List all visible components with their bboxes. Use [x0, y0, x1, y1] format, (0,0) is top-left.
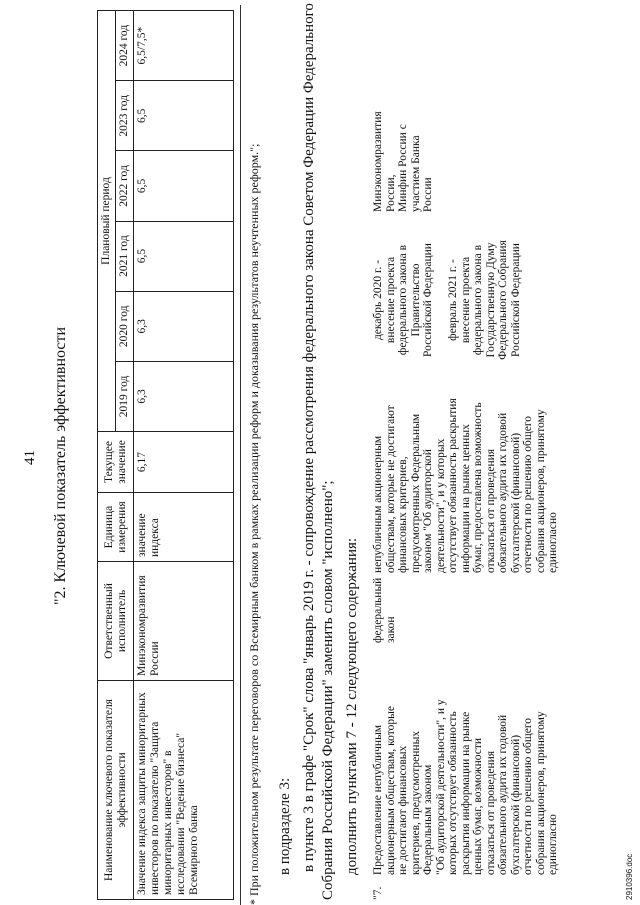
item-executors: [372, 111, 435, 212]
footnote: * При положительном результате переговоров со Всемирным банком в рамках реализации реформ и доказывания результатов неучтенных реформ.";: [240, 5, 262, 905]
text-line: единогласно: [547, 814, 559, 875]
text-line: законом "Об аудиторской: [422, 449, 434, 573]
text-line: отказаться от проведения: [484, 750, 497, 875]
text-line: непубличным акционерным: [372, 435, 384, 573]
header-executor: Ответственный исполнитель: [98, 562, 134, 681]
text-line: России: [422, 177, 434, 212]
header-year: 2024 год: [116, 11, 134, 81]
text-line: отчетности по решению общего: [522, 718, 534, 875]
text-line: деятельности", и у которых: [434, 438, 447, 573]
header-year: 2022 год: [116, 151, 134, 221]
text-line: финансовых критериев,: [397, 456, 409, 573]
text-line: Федерального Собрания: [497, 240, 509, 360]
text-line: не достигают финансовых: [397, 745, 409, 875]
text-line: февраль 2021 г. -: [447, 259, 459, 341]
text-line: внесение проекта: [384, 256, 397, 344]
row-value: 6,5/7,5*: [134, 11, 234, 81]
text-line: отказаться от проведения: [484, 448, 497, 573]
header-planned-period: Плановый период: [98, 11, 116, 432]
row-current: 6,17: [134, 432, 234, 493]
paragraph-subsection: в подразделе 3:: [277, 777, 293, 875]
kpi-table: [97, 10, 234, 900]
text-line: обществам, которые не достигают: [384, 405, 397, 573]
text-line: федерального закона в: [397, 244, 409, 356]
text-line: внесение проекта: [459, 256, 472, 344]
text-line: Российской Федерации: [422, 243, 434, 357]
item-number: "7.: [372, 886, 384, 900]
text-line: собрания акционеров, принятому: [534, 409, 547, 573]
text-line: ценных бумаг, возможности: [472, 737, 484, 875]
row-value: 6,3: [134, 291, 234, 361]
text-line: участием Банка: [409, 135, 422, 212]
text-line: раскрытия информации на рынке: [459, 711, 472, 875]
text-line: закон: [384, 616, 397, 643]
text-line: бумаг, предоставлена возможность: [472, 402, 484, 573]
text-line: федеральный: [372, 577, 384, 643]
text-line: собрания акционеров, принятому: [534, 711, 547, 875]
header-name: Наименование ключевого показателя эффективности: [98, 681, 134, 900]
text-line: федерального закона в: [472, 244, 484, 356]
row-value: 6,5: [134, 151, 234, 221]
text-line: "Об аудиторской деятельности", и у: [434, 699, 447, 875]
item-description: [372, 660, 560, 875]
row-unit: значение индекса: [134, 493, 234, 562]
page-number: 41: [22, 450, 38, 465]
section-heading: "2. Ключевой показатель эффективности: [52, 326, 69, 605]
text-line: обязательного аудита их годовой: [497, 412, 509, 573]
text-line: Предоставление непубличным: [372, 724, 384, 875]
text-line: критериев, предусмотренных: [409, 730, 422, 875]
text-line: Российской Федерации: [509, 243, 522, 357]
text-line: единогласно: [547, 512, 559, 573]
item-deadline: [372, 240, 522, 360]
row-value: 6,5: [134, 221, 234, 291]
header-year: 2023 год: [116, 81, 134, 151]
header-year: 2021 год: [116, 221, 134, 291]
text-line: декабрь 2020 г. -: [372, 259, 384, 341]
text-line: отчетности по решению общего: [522, 416, 534, 573]
item-result: [372, 393, 560, 573]
text-line: обязательного аудита их годовой: [497, 714, 509, 875]
item-type: [372, 577, 397, 643]
text-line: бухгалтерской (финансовой): [509, 432, 522, 573]
paragraph-amendment: в пункте 3 в графе "Срок" слова "январь 2019 г. - сопровождение рассмотрения федерального закона Советом Федерации Федерального Собрания Российской Федерации" заменить словом "исполнено";: [301, 3, 336, 900]
text-line: бухгалтерской (финансовой): [509, 734, 522, 875]
text-line: Правительство: [409, 263, 422, 337]
text-line: акционерным обществам, которые: [384, 706, 397, 875]
text-line: Государственную Думу: [484, 242, 497, 358]
header-year: 2019 год: [116, 361, 134, 431]
row-executor: Минэкономразвития России: [134, 562, 234, 681]
header-year: 2020 год: [116, 291, 134, 361]
text-line: которых отсутствует обязанность: [447, 711, 459, 875]
row-name: Значение индекса защиты миноритарных инвесторов по показателю "Защита миноритарных инвесторов" в исследовании "Ведение бизнеса" Всемирного банка: [134, 681, 234, 900]
paragraph-supplement: дополнить пунктами 7 - 12 следующего содержания:: [344, 537, 360, 875]
text-line: отсутствует обязанность раскрытия: [447, 398, 459, 573]
header-current: Текущее значение: [98, 432, 134, 493]
text-line: [435, 240, 448, 360]
text-line: предусмотренных Федеральным: [409, 413, 422, 573]
text-line: Минэкономразвития: [372, 111, 384, 212]
header-unit: Единица измерения: [98, 493, 134, 562]
document-id: 2910396.doc: [625, 853, 634, 900]
text-line: Федеральным законом: [422, 764, 434, 875]
text-line: информации на рынке ценных: [459, 424, 472, 573]
text-line: России,: [384, 174, 397, 212]
text-line: Минфин России с: [397, 124, 409, 212]
row-value: 6,3: [134, 361, 234, 431]
row-value: 6,5: [134, 81, 234, 151]
